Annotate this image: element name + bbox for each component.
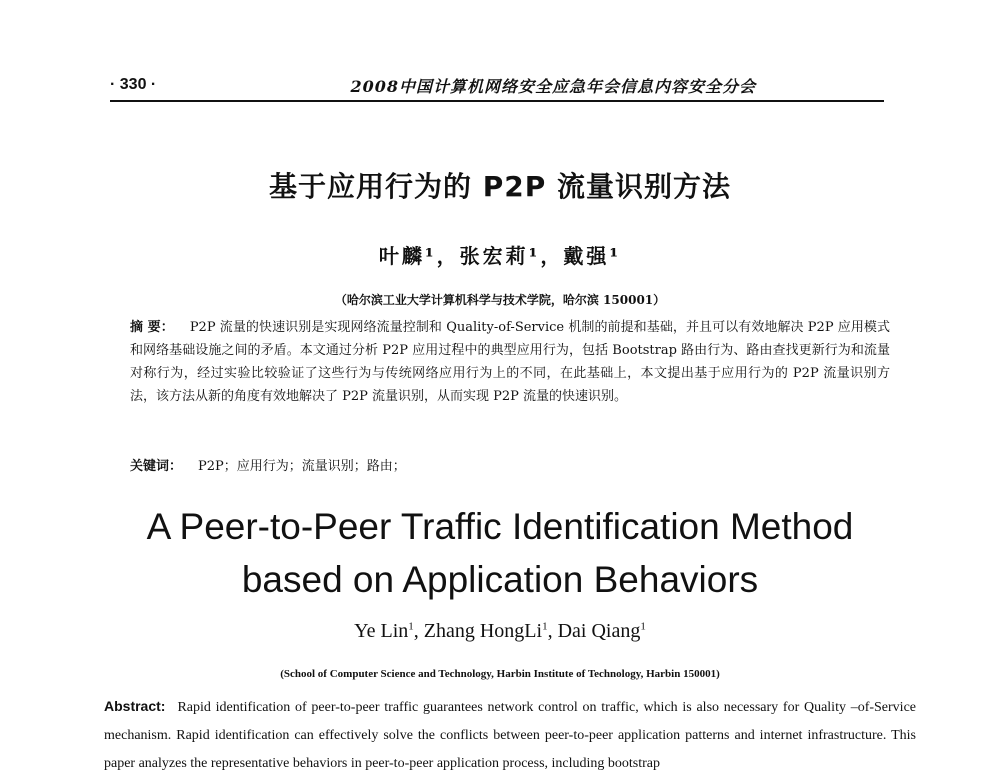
chinese-keywords-text: P2P；应用行为；流量识别；路由； [198, 459, 406, 474]
english-authors: Ye Lin$^1$, Zhang HongLi$^1$, Dai Qiang$^1$ [354, 620, 646, 642]
english-title-line-1: A Peer-to-Peer Traffic Identification Method [146, 506, 854, 547]
page-header [110, 74, 884, 102]
english-title [0, 500, 1000, 606]
chinese-title: 基于应用行为的 P2P 流量识别方法 [268, 170, 732, 203]
chinese-keywords-label: 关键词： [130, 459, 183, 474]
chinese-abstract-label: 摘 要： [130, 320, 174, 335]
author-affiliation-mark: 1 [640, 620, 646, 633]
chinese-abstract-text: P2P 流量的快速识别是实现网络流量控制和 Quality-of-Service 机制的前提和基础，并且可以有效地解决 P2P 应用模式和网络基础设施之间的矛盾。本文通过分析 P2P 应用过程中的典型应用行为，包括 Bootstrap 路由行为、路由查找更新行为和流量对称行为，经过实验比较验证了这些行为与传统网络应用行为上的不同，在此基础上，本文提出基于应用行为的 P2P 流量识别方法，该方法从新的角度有效地解决了 P2P 流量识别，从而实现 P2P 流量的快速识别。 [130, 320, 890, 404]
author-name: Ye Lin [354, 620, 409, 642]
english-affiliation: (School of Computer Science and Technology, Harbin Institute of Technology, Harbin 150001) [280, 668, 720, 680]
chinese-authors: 叶麟¹，张宏莉¹，戴强¹ [378, 244, 622, 268]
author-name: Zhang HongLi [423, 620, 543, 642]
page-number: · 330 · [110, 76, 157, 93]
author-name: Dai Qiang [557, 620, 641, 642]
english-abstract [104, 692, 916, 778]
english-abstract-label: Abstract: [104, 698, 166, 714]
author-affiliation-mark: 1 [542, 620, 548, 633]
chinese-abstract [130, 316, 890, 408]
english-title-line-2: based on Application Behaviors [241, 559, 759, 600]
chinese-affiliation: （哈尔滨工业大学计算机科学与技术学院，哈尔滨 150001） [334, 293, 666, 307]
author-affiliation-mark: 1 [408, 620, 414, 633]
chinese-keywords [130, 456, 890, 478]
conference-title: 2008中国计算机网络安全应急年会信息内容安全分会 [350, 77, 756, 96]
english-abstract-text: Rapid identification of peer-to-peer traffic guarantees network control on traffic, which is also necessary for Quality –of-Service mechanism. Rapid identification can effectively solve the conflicts between peer-to-peer application patterns and internet infrastructure. This paper analyzes the representative behaviors in peer-to-peer application process, including bootstrap [104, 700, 916, 771]
